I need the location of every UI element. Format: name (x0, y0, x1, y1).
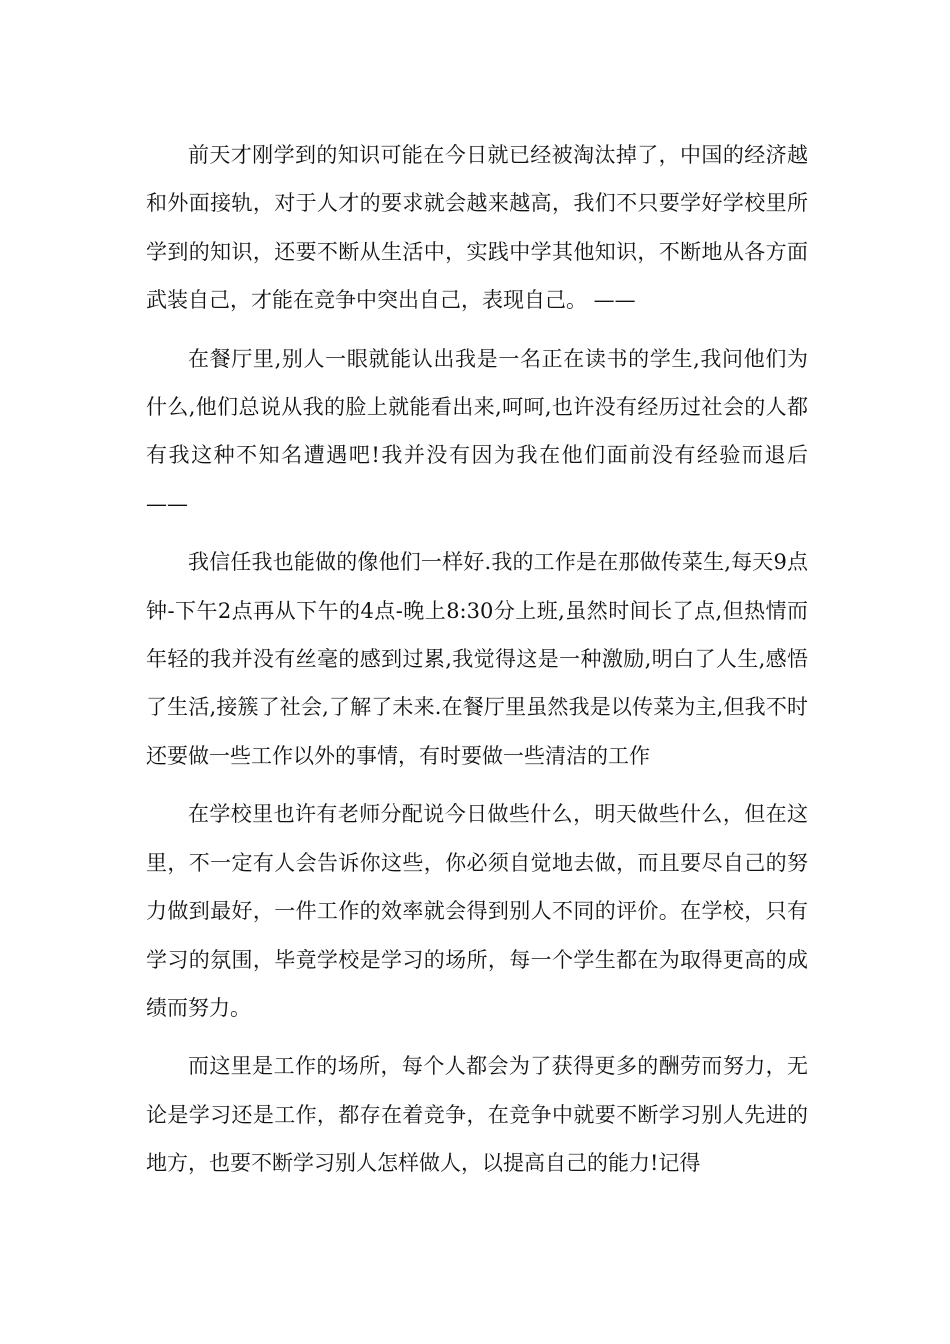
paragraph-5: 而这里是工作的场所，每个人都会为了获得更多的酬劳而努力，无论是学习还是工作，都存在着竞争，在竞争中就要不断学习别人先进的地方，也要不断学习别人怎样做人，以提高自己的能力!记得 (146, 1054, 808, 1176)
document-body (146, 131, 808, 1188)
paragraph-3: 我信任我也能做的像他们一样好.我的工作是在那做传菜生,每天9点钟-下午2点再从下午的4点-晚上8:30分上班,虽然时间长了点,但热情而年轻的我并没有丝毫的感到过累,我觉得这是一种激励,明白了人生,感悟了生活,接簇了社会,了解了未来.在餐厅里虽然我是以传菜为主,但我不时还要做一些工作以外的事情，有时要做一些清洁的工作 (146, 550, 808, 768)
paragraph-4: 在学校里也许有老师分配说今日做些什么，明天做些什么，但在这里，不一定有人会告诉你这些，你必须自觉地去做，而且要尽自己的努力做到最好，一件工作的效率就会得到别人不同的评价。在学校，只有学习的氛围，毕竟学校是学习的场所，每一个学生都在为取得更高的成绩而努力。 (146, 802, 808, 1020)
paragraph-1: 前天才刚学到的知识可能在今日就已经被淘汰掉了，中国的经济越和外面接轨，对于人才的要求就会越来越高，我们不只要学好学校里所学到的知识，还要不断从生活中，实践中学其他知识，不断地从各方面武装自己，才能在竞争中突出自己，表现自己。 —— (146, 143, 808, 313)
paragraph-2: 在餐厅里,别人一眼就能认出我是一名正在读书的学生,我问他们为什么,他们总说从我的脸上就能看出来,呵呵,也许没有经历过社会的人都有我这种不知名遭遇吧!我并没有因为我在他们面前没有经验而退后 —— (146, 346, 808, 516)
